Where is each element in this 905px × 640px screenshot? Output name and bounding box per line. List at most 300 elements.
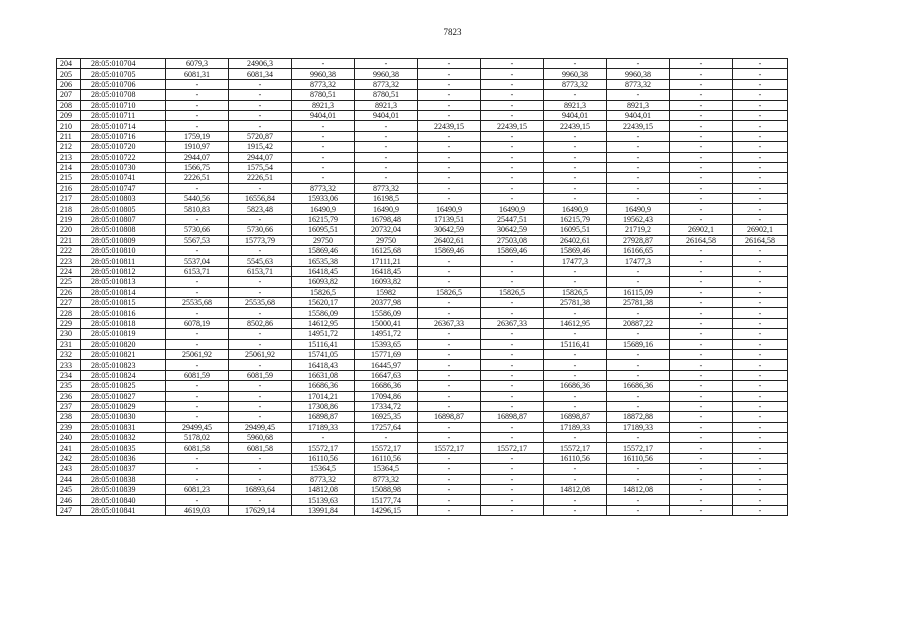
value-cell: 25535,68 xyxy=(166,297,229,307)
row-number-cell: 206 xyxy=(57,79,81,89)
value-cell: 16898,87 xyxy=(481,412,544,422)
value-cell: 17257,64 xyxy=(355,422,418,432)
value-cell: 16490,9 xyxy=(544,204,607,214)
value-cell: - xyxy=(292,121,355,131)
value-cell: 9404,01 xyxy=(292,110,355,120)
cadastral-code-cell: 28:05:010827 xyxy=(81,391,166,401)
value-cell: - xyxy=(229,183,292,193)
cadastral-code-cell: 28:05:010821 xyxy=(81,349,166,359)
value-cell: 6081,59 xyxy=(166,370,229,380)
value-cell: - xyxy=(607,401,670,411)
value-cell: - xyxy=(481,142,544,152)
value-cell: 5720,87 xyxy=(229,131,292,141)
value-cell: - xyxy=(481,297,544,307)
value-cell: 16166,65 xyxy=(607,246,670,256)
value-cell: 8780,51 xyxy=(292,90,355,100)
value-cell: - xyxy=(166,110,229,120)
value-cell: 22439,15 xyxy=(481,121,544,131)
value-cell: - xyxy=(670,360,733,370)
cadastral-code-cell: 28:05:010809 xyxy=(81,235,166,245)
row-number-cell: 212 xyxy=(57,142,81,152)
value-cell: 14951,72 xyxy=(355,329,418,339)
value-cell: 9960,38 xyxy=(355,69,418,79)
value-cell: - xyxy=(418,194,481,204)
cadastral-code-cell: 28:05:010708 xyxy=(81,90,166,100)
value-cell: 15177,74 xyxy=(355,495,418,505)
value-cell: - xyxy=(670,183,733,193)
cadastral-code-cell: 28:05:010829 xyxy=(81,401,166,411)
value-cell: - xyxy=(733,277,788,287)
value-cell: 5567,53 xyxy=(166,235,229,245)
value-cell: - xyxy=(670,433,733,443)
value-cell: 20732,04 xyxy=(355,225,418,235)
cadastral-code-cell: 28:05:010818 xyxy=(81,318,166,328)
value-cell: 14812,08 xyxy=(607,485,670,495)
table-row xyxy=(57,173,788,183)
value-cell: - xyxy=(292,131,355,141)
value-cell: - xyxy=(229,495,292,505)
row-number-cell: 207 xyxy=(57,90,81,100)
row-number-cell: 221 xyxy=(57,235,81,245)
row-number-cell: 229 xyxy=(57,318,81,328)
value-cell: 26164,58 xyxy=(733,235,788,245)
value-cell: 15000,41 xyxy=(355,318,418,328)
value-cell: - xyxy=(733,349,788,359)
value-cell: - xyxy=(418,297,481,307)
value-cell: 15620,17 xyxy=(292,297,355,307)
value-cell: - xyxy=(481,256,544,266)
cadastral-code-cell: 28:05:010815 xyxy=(81,297,166,307)
value-cell: - xyxy=(229,308,292,318)
row-number-cell: 237 xyxy=(57,401,81,411)
value-cell: - xyxy=(670,121,733,131)
value-cell: 25781,38 xyxy=(544,297,607,307)
value-cell: 5730,66 xyxy=(166,225,229,235)
value-cell: - xyxy=(733,401,788,411)
value-cell: - xyxy=(166,329,229,339)
value-cell: - xyxy=(670,474,733,484)
value-cell: - xyxy=(607,277,670,287)
value-cell: 1915,42 xyxy=(229,142,292,152)
value-cell: 25781,38 xyxy=(607,297,670,307)
value-cell: - xyxy=(166,401,229,411)
value-cell: 16893,64 xyxy=(229,485,292,495)
value-cell: - xyxy=(670,59,733,69)
value-cell: - xyxy=(544,277,607,287)
value-cell: - xyxy=(607,370,670,380)
value-cell: 15572,17 xyxy=(418,443,481,453)
row-number-cell: 230 xyxy=(57,329,81,339)
value-cell: - xyxy=(166,121,229,131)
value-cell: 17189,33 xyxy=(292,422,355,432)
value-cell: - xyxy=(544,142,607,152)
value-cell: 27928,87 xyxy=(607,235,670,245)
table-row xyxy=(57,162,788,172)
value-cell: - xyxy=(733,464,788,474)
row-number-cell: 208 xyxy=(57,100,81,110)
table-row xyxy=(57,495,788,505)
value-cell: 5178,02 xyxy=(166,433,229,443)
value-cell: 16095,51 xyxy=(544,225,607,235)
value-cell: - xyxy=(481,495,544,505)
value-cell: - xyxy=(418,90,481,100)
value-cell: - xyxy=(418,100,481,110)
value-cell: - xyxy=(733,204,788,214)
value-cell: - xyxy=(544,131,607,141)
value-cell: - xyxy=(733,433,788,443)
value-cell: - xyxy=(733,443,788,453)
value-cell: - xyxy=(166,453,229,463)
value-cell: - xyxy=(607,162,670,172)
cadastral-code-cell: 28:05:010836 xyxy=(81,453,166,463)
value-cell: 16445,97 xyxy=(355,360,418,370)
value-cell: 16686,36 xyxy=(355,381,418,391)
value-cell: - xyxy=(481,183,544,193)
table-row xyxy=(57,443,788,453)
value-cell: - xyxy=(229,474,292,484)
value-cell: - xyxy=(670,412,733,422)
value-cell: - xyxy=(544,183,607,193)
value-cell: - xyxy=(166,391,229,401)
value-cell: 6081,58 xyxy=(229,443,292,453)
value-cell: 9404,01 xyxy=(544,110,607,120)
value-cell: - xyxy=(670,152,733,162)
table-row xyxy=(57,433,788,443)
value-cell: 17477,3 xyxy=(607,256,670,266)
value-cell: 15771,69 xyxy=(355,349,418,359)
value-cell: 16125,68 xyxy=(355,246,418,256)
value-cell: 29499,45 xyxy=(229,422,292,432)
value-cell: 8773,32 xyxy=(292,474,355,484)
cadastral-code-cell: 28:05:010813 xyxy=(81,277,166,287)
value-cell: - xyxy=(733,370,788,380)
table-row xyxy=(57,308,788,318)
value-cell: 15689,16 xyxy=(607,339,670,349)
value-cell: - xyxy=(481,505,544,515)
value-cell: - xyxy=(292,152,355,162)
value-cell: - xyxy=(481,308,544,318)
table-row xyxy=(57,142,788,152)
value-cell: - xyxy=(670,173,733,183)
value-cell: - xyxy=(292,162,355,172)
value-cell: - xyxy=(607,329,670,339)
value-cell: 6153,71 xyxy=(229,266,292,276)
value-cell: 17477,3 xyxy=(544,256,607,266)
value-cell: - xyxy=(733,485,788,495)
value-cell: - xyxy=(418,79,481,89)
value-cell: 15741,05 xyxy=(292,349,355,359)
value-cell: - xyxy=(544,173,607,183)
value-cell: - xyxy=(733,422,788,432)
value-cell: - xyxy=(229,339,292,349)
cadastral-code-cell: 28:05:010747 xyxy=(81,183,166,193)
table-row xyxy=(57,266,788,276)
row-number-cell: 226 xyxy=(57,287,81,297)
value-cell: - xyxy=(418,485,481,495)
table-row xyxy=(57,412,788,422)
page-number: 7823 xyxy=(443,27,462,37)
value-cell: - xyxy=(544,162,607,172)
value-cell: - xyxy=(670,391,733,401)
row-number-cell: 223 xyxy=(57,256,81,266)
value-cell: 30642,59 xyxy=(481,225,544,235)
cadastral-code-cell: 28:05:010722 xyxy=(81,152,166,162)
row-number-cell: 241 xyxy=(57,443,81,453)
value-cell: - xyxy=(166,183,229,193)
value-cell: 15088,98 xyxy=(355,485,418,495)
table-row xyxy=(57,225,788,235)
row-number-cell: 231 xyxy=(57,339,81,349)
value-cell: 15869,46 xyxy=(418,246,481,256)
value-cell: 25535,68 xyxy=(229,297,292,307)
cadastral-code-cell: 28:05:010820 xyxy=(81,339,166,349)
value-cell: - xyxy=(481,173,544,183)
value-cell: - xyxy=(166,339,229,349)
value-cell: 6081,34 xyxy=(229,69,292,79)
table-row xyxy=(57,287,788,297)
value-cell: - xyxy=(544,505,607,515)
value-cell: - xyxy=(733,121,788,131)
cadastral-code-cell: 28:05:010808 xyxy=(81,225,166,235)
value-cell: 29750 xyxy=(292,235,355,245)
cadastral-code-cell: 28:05:010705 xyxy=(81,69,166,79)
value-cell: - xyxy=(229,100,292,110)
table-row xyxy=(57,474,788,484)
value-cell: 8773,32 xyxy=(292,183,355,193)
value-cell: 15572,17 xyxy=(481,443,544,453)
value-cell: 14812,08 xyxy=(292,485,355,495)
value-cell: - xyxy=(481,474,544,484)
value-cell: - xyxy=(166,79,229,89)
value-cell: 25061,92 xyxy=(166,349,229,359)
value-cell: 5537,04 xyxy=(166,256,229,266)
value-cell: - xyxy=(229,79,292,89)
value-cell: - xyxy=(670,79,733,89)
cadastral-code-cell: 28:05:010706 xyxy=(81,79,166,89)
value-cell: - xyxy=(670,297,733,307)
value-cell: - xyxy=(481,152,544,162)
row-number-cell: 215 xyxy=(57,173,81,183)
value-cell: 16215,79 xyxy=(292,214,355,224)
value-cell: - xyxy=(670,69,733,79)
value-cell: - xyxy=(670,277,733,287)
value-cell: - xyxy=(481,100,544,110)
value-cell: - xyxy=(670,90,733,100)
value-cell: 15826,5 xyxy=(292,287,355,297)
value-cell: - xyxy=(607,505,670,515)
value-cell: 6081,31 xyxy=(166,69,229,79)
value-cell: 16110,56 xyxy=(355,453,418,463)
value-cell: 9960,38 xyxy=(544,69,607,79)
value-cell: - xyxy=(229,401,292,411)
cadastral-code-cell: 28:05:010838 xyxy=(81,474,166,484)
row-number-cell: 213 xyxy=(57,152,81,162)
value-cell: - xyxy=(481,162,544,172)
value-cell: - xyxy=(166,246,229,256)
value-cell: 16535,38 xyxy=(292,256,355,266)
value-cell: 15586,09 xyxy=(292,308,355,318)
value-cell: - xyxy=(733,100,788,110)
value-cell: - xyxy=(544,266,607,276)
row-number-cell: 210 xyxy=(57,121,81,131)
value-cell: 16647,63 xyxy=(355,370,418,380)
value-cell: 15982 xyxy=(355,287,418,297)
table-row xyxy=(57,329,788,339)
value-cell: - xyxy=(607,349,670,359)
value-cell: - xyxy=(670,495,733,505)
value-cell: - xyxy=(229,277,292,287)
value-cell: 26367,33 xyxy=(418,318,481,328)
value-cell: - xyxy=(166,495,229,505)
value-cell: 2944,07 xyxy=(229,152,292,162)
value-cell: 14612,95 xyxy=(544,318,607,328)
value-cell: 16490,9 xyxy=(292,204,355,214)
value-cell: - xyxy=(418,59,481,69)
value-cell: - xyxy=(733,453,788,463)
value-cell: 16215,79 xyxy=(544,214,607,224)
value-cell: - xyxy=(418,183,481,193)
value-cell: - xyxy=(670,505,733,515)
value-cell: 15826,5 xyxy=(481,287,544,297)
value-cell: - xyxy=(355,162,418,172)
cadastral-code-cell: 28:05:010716 xyxy=(81,131,166,141)
table-row xyxy=(57,318,788,328)
value-cell: 8773,32 xyxy=(355,183,418,193)
table-row xyxy=(57,204,788,214)
value-cell: - xyxy=(733,360,788,370)
value-cell: - xyxy=(355,121,418,131)
value-cell: - xyxy=(733,318,788,328)
value-cell: 15116,41 xyxy=(292,339,355,349)
value-cell: - xyxy=(670,131,733,141)
value-cell: 16490,9 xyxy=(607,204,670,214)
table-row xyxy=(57,401,788,411)
value-cell: - xyxy=(670,401,733,411)
value-cell: - xyxy=(481,277,544,287)
table-body xyxy=(57,59,788,516)
value-cell: - xyxy=(481,59,544,69)
value-cell: - xyxy=(355,142,418,152)
value-cell: - xyxy=(418,474,481,484)
table-row xyxy=(57,256,788,266)
table-row xyxy=(57,360,788,370)
value-cell: - xyxy=(229,464,292,474)
value-cell: - xyxy=(418,131,481,141)
value-cell: - xyxy=(418,422,481,432)
row-number-cell: 211 xyxy=(57,131,81,141)
value-cell: 16093,82 xyxy=(355,277,418,287)
value-cell: 4619,03 xyxy=(166,505,229,515)
value-cell: - xyxy=(670,370,733,380)
value-cell: - xyxy=(481,401,544,411)
value-cell: 9960,38 xyxy=(607,69,670,79)
value-cell: 13991,84 xyxy=(292,505,355,515)
table-row xyxy=(57,69,788,79)
value-cell: - xyxy=(607,173,670,183)
value-cell: - xyxy=(733,381,788,391)
value-cell: - xyxy=(733,194,788,204)
cadastral-code-cell: 28:05:010810 xyxy=(81,246,166,256)
value-cell: 8773,32 xyxy=(292,79,355,89)
value-cell: - xyxy=(481,453,544,463)
value-cell: 14951,72 xyxy=(292,329,355,339)
value-cell: - xyxy=(229,121,292,131)
table-row xyxy=(57,79,788,89)
value-cell: - xyxy=(481,110,544,120)
value-cell: 15572,17 xyxy=(607,443,670,453)
value-cell: 16556,84 xyxy=(229,194,292,204)
value-cell: 16110,56 xyxy=(544,453,607,463)
value-cell: 6081,59 xyxy=(229,370,292,380)
value-cell: 16198,5 xyxy=(355,194,418,204)
value-cell: 29499,45 xyxy=(166,422,229,432)
value-cell: - xyxy=(733,246,788,256)
value-cell: 15572,17 xyxy=(544,443,607,453)
value-cell: 2226,51 xyxy=(166,173,229,183)
cadastral-code-cell: 28:05:010841 xyxy=(81,505,166,515)
value-cell: 9404,01 xyxy=(607,110,670,120)
value-cell: 9404,01 xyxy=(355,110,418,120)
table-row xyxy=(57,349,788,359)
value-cell: - xyxy=(733,162,788,172)
value-cell: - xyxy=(355,433,418,443)
value-cell: 15364,5 xyxy=(292,464,355,474)
value-cell: - xyxy=(229,287,292,297)
value-cell: - xyxy=(733,59,788,69)
value-cell: - xyxy=(355,59,418,69)
cadastral-code-cell: 28:05:010714 xyxy=(81,121,166,131)
row-number-cell: 246 xyxy=(57,495,81,505)
table-row xyxy=(57,235,788,245)
value-cell: 15393,65 xyxy=(355,339,418,349)
value-cell: - xyxy=(481,433,544,443)
value-cell: - xyxy=(418,453,481,463)
value-cell: 5545,63 xyxy=(229,256,292,266)
value-cell: - xyxy=(733,329,788,339)
value-cell: - xyxy=(418,277,481,287)
value-cell: 5810,83 xyxy=(166,204,229,214)
value-cell: 16925,35 xyxy=(355,412,418,422)
value-cell: 20887,22 xyxy=(607,318,670,328)
value-cell: - xyxy=(544,474,607,484)
value-cell: - xyxy=(481,69,544,79)
value-cell: - xyxy=(733,69,788,79)
table-row xyxy=(57,110,788,120)
table-row xyxy=(57,381,788,391)
value-cell: 16686,36 xyxy=(607,381,670,391)
value-cell: 18872,88 xyxy=(607,412,670,422)
value-cell: 8773,32 xyxy=(544,79,607,89)
value-cell: - xyxy=(481,194,544,204)
value-cell: 6153,71 xyxy=(166,266,229,276)
value-cell: - xyxy=(355,131,418,141)
value-cell: - xyxy=(670,339,733,349)
cadastral-code-cell: 28:05:010831 xyxy=(81,422,166,432)
value-cell: 16110,56 xyxy=(292,453,355,463)
value-cell: - xyxy=(607,194,670,204)
value-cell: 1566,75 xyxy=(166,162,229,172)
value-cell: - xyxy=(166,214,229,224)
cadastral-code-cell: 28:05:010830 xyxy=(81,412,166,422)
value-cell: - xyxy=(733,297,788,307)
row-number-cell: 247 xyxy=(57,505,81,515)
value-cell: - xyxy=(544,433,607,443)
value-cell: - xyxy=(481,485,544,495)
cadastral-code-cell: 28:05:010837 xyxy=(81,464,166,474)
value-cell: - xyxy=(607,131,670,141)
value-cell: - xyxy=(733,110,788,120)
value-cell: - xyxy=(607,266,670,276)
